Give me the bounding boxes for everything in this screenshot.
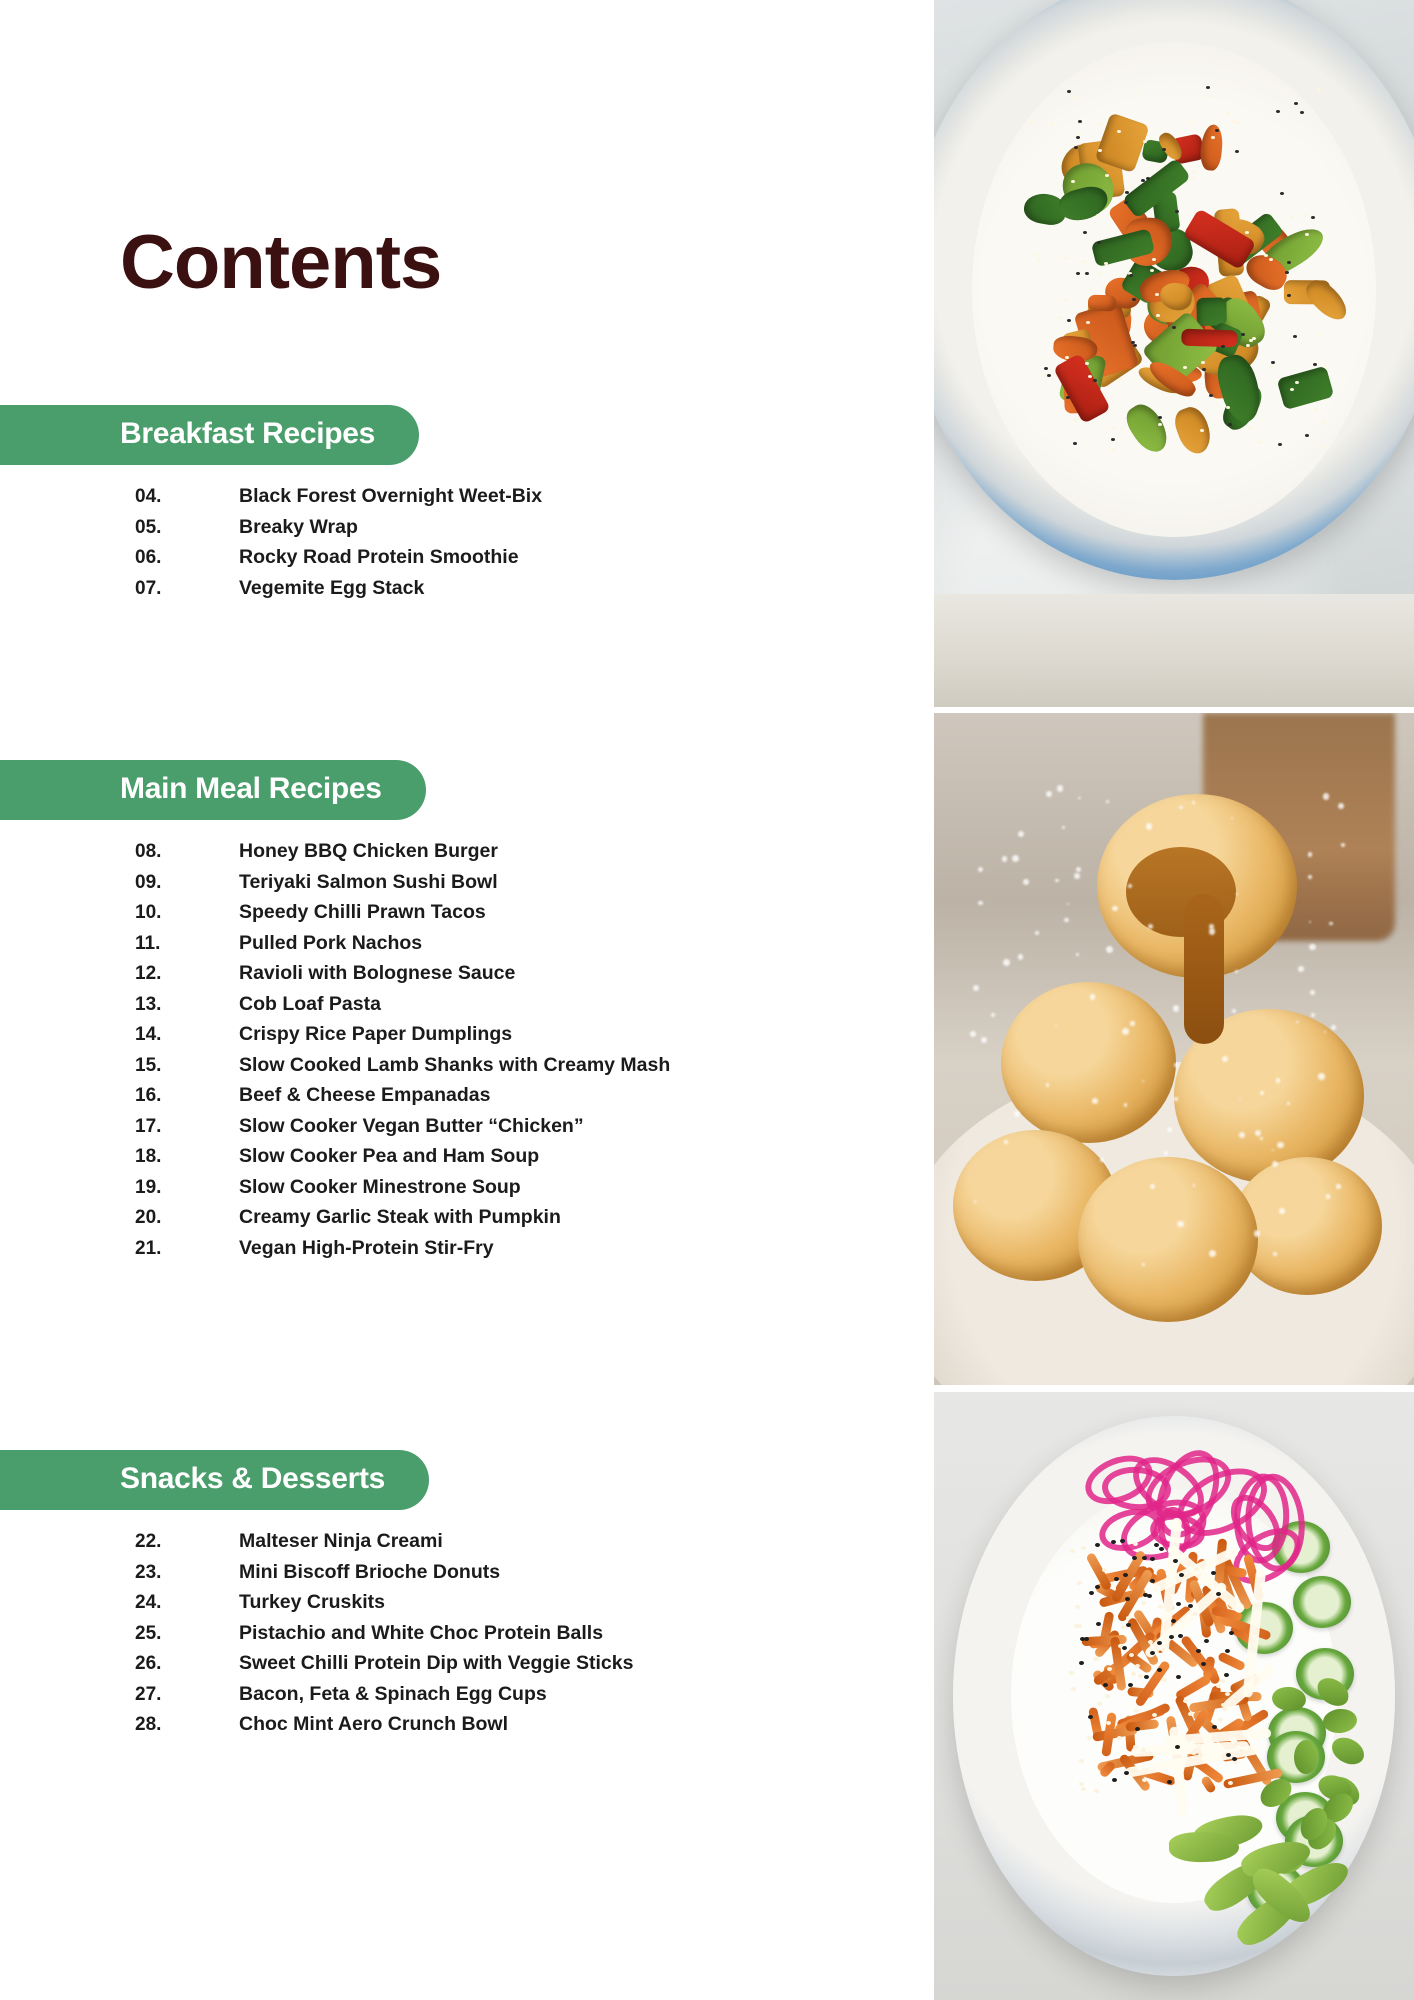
item-number: 04.	[135, 486, 162, 507]
item-title: Speedy Chilli Prawn Tacos	[239, 901, 486, 923]
item-title: Malteser Ninja Creami	[239, 1530, 443, 1552]
item-title: Turkey Cruskits	[239, 1591, 385, 1613]
item-title: Slow Cooked Lamb Shanks with Creamy Mash	[239, 1053, 671, 1076]
item-number: 17.	[135, 1115, 162, 1137]
item-title: Cob Loaf Pasta	[239, 992, 381, 1015]
list-item[interactable]	[135, 931, 600, 954]
item-number: 11.	[135, 932, 161, 954]
section-items-breakfast	[0, 487, 600, 598]
item-number: 13.	[135, 993, 162, 1015]
list-item[interactable]	[135, 1593, 600, 1613]
list-item[interactable]	[135, 1236, 600, 1259]
page-title: Contents	[120, 220, 442, 305]
item-title: Pistachio and White Choc Protein Balls	[239, 1621, 604, 1644]
list-item[interactable]	[135, 515, 600, 538]
item-title: Slow Cooker Pea and Ham Soup	[239, 1145, 540, 1167]
list-item[interactable]	[135, 1114, 600, 1137]
list-item[interactable]	[135, 1560, 600, 1583]
section-heading-snacks-desserts: Snacks & Desserts	[0, 1450, 429, 1510]
list-item[interactable]	[135, 1175, 600, 1198]
item-title: Sweet Chilli Protein Dip with Veggie Sticks	[239, 1652, 634, 1674]
item-title: Slow Cooker Minestrone Soup	[239, 1175, 521, 1198]
item-title: Crispy Rice Paper Dumplings	[239, 1023, 513, 1045]
item-number: 21.	[135, 1237, 162, 1259]
tea-towel	[934, 594, 1414, 707]
item-title: Slow Cooker Vegan Butter “Chicken”	[239, 1114, 584, 1137]
item-title: Creamy Garlic Steak with Pumpkin	[239, 1206, 561, 1228]
item-number: 28.	[135, 1714, 162, 1735]
list-item[interactable]	[135, 1086, 600, 1106]
item-number: 25.	[135, 1622, 162, 1644]
section-breakfast	[0, 405, 600, 609]
item-title: Ravioli with Bolognese Sauce	[239, 962, 516, 984]
photo-column	[934, 0, 1414, 2000]
item-title: Vegemite Egg Stack	[239, 576, 425, 599]
item-title: Beef & Cheese Empanadas	[239, 1084, 491, 1106]
item-number: 18.	[135, 1146, 162, 1167]
list-item[interactable]	[135, 1532, 600, 1552]
poke-bowl-illustration	[934, 1392, 1414, 2000]
list-item[interactable]	[135, 1053, 671, 1076]
section-heading-main-meals: Main Meal Recipes	[0, 760, 426, 820]
section-items-main-meals	[0, 840, 671, 1259]
item-number: 10.	[135, 902, 162, 923]
item-number: 07.	[135, 577, 162, 599]
stir-fry-illustration	[934, 0, 1414, 707]
item-title: Honey BBQ Chicken Burger	[239, 840, 498, 862]
list-item[interactable]	[135, 1025, 600, 1045]
item-number: 06.	[135, 547, 162, 568]
item-title: Mini Biscoff Brioche Donuts	[239, 1560, 501, 1583]
item-number: 19.	[135, 1176, 162, 1198]
item-number: 24.	[135, 1592, 162, 1613]
section-main-meals	[0, 760, 671, 1269]
item-number: 20.	[135, 1207, 162, 1228]
item-title: Teriyaki Salmon Sushi Bowl	[239, 870, 498, 893]
item-title: Pulled Pork Nachos	[239, 931, 423, 954]
item-number: 27.	[135, 1683, 162, 1705]
section-items-snacks-desserts	[0, 1530, 634, 1735]
list-item[interactable]	[135, 487, 600, 507]
item-number: 05.	[135, 516, 162, 538]
list-item[interactable]	[135, 1208, 600, 1228]
item-number: 15.	[135, 1054, 162, 1076]
donuts-illustration	[934, 713, 1414, 1385]
list-item[interactable]	[135, 548, 600, 568]
teriyaki-salmon-sushi-bowl-photo	[934, 1392, 1414, 2000]
item-title: Breaky Wrap	[239, 515, 358, 538]
list-item[interactable]	[135, 964, 600, 984]
list-item[interactable]	[135, 992, 600, 1015]
item-title: Vegan High-Protein Stir-Fry	[239, 1236, 494, 1259]
vegetable-tofu-stir-fry-bowl-photo	[934, 0, 1414, 707]
list-item[interactable]	[135, 842, 600, 862]
section-snacks-desserts	[0, 1450, 634, 1746]
item-number: 16.	[135, 1085, 162, 1106]
item-title: Rocky Road Protein Smoothie	[239, 546, 519, 568]
item-number: 09.	[135, 871, 162, 893]
list-item[interactable]	[135, 1147, 600, 1167]
item-number: 23.	[135, 1561, 162, 1583]
biscoff-brioche-donuts-photo	[934, 713, 1414, 1385]
list-item[interactable]	[135, 870, 600, 893]
item-title: Choc Mint Aero Crunch Bowl	[239, 1713, 509, 1735]
list-item[interactable]	[135, 576, 600, 599]
list-item[interactable]	[135, 1715, 600, 1735]
item-number: 26.	[135, 1653, 162, 1674]
item-number: 22.	[135, 1531, 162, 1552]
item-title: Black Forest Overnight Weet-Bix	[239, 485, 543, 507]
section-heading-breakfast: Breakfast Recipes	[0, 405, 419, 465]
item-number: 14.	[135, 1024, 162, 1045]
list-item[interactable]	[135, 1621, 604, 1644]
item-title: Bacon, Feta & Spinach Egg Cups	[239, 1682, 547, 1705]
list-item[interactable]	[135, 1652, 634, 1674]
item-number: 08.	[135, 841, 162, 862]
list-item[interactable]	[135, 1682, 600, 1705]
item-number: 12.	[135, 963, 162, 984]
list-item[interactable]	[135, 903, 600, 923]
